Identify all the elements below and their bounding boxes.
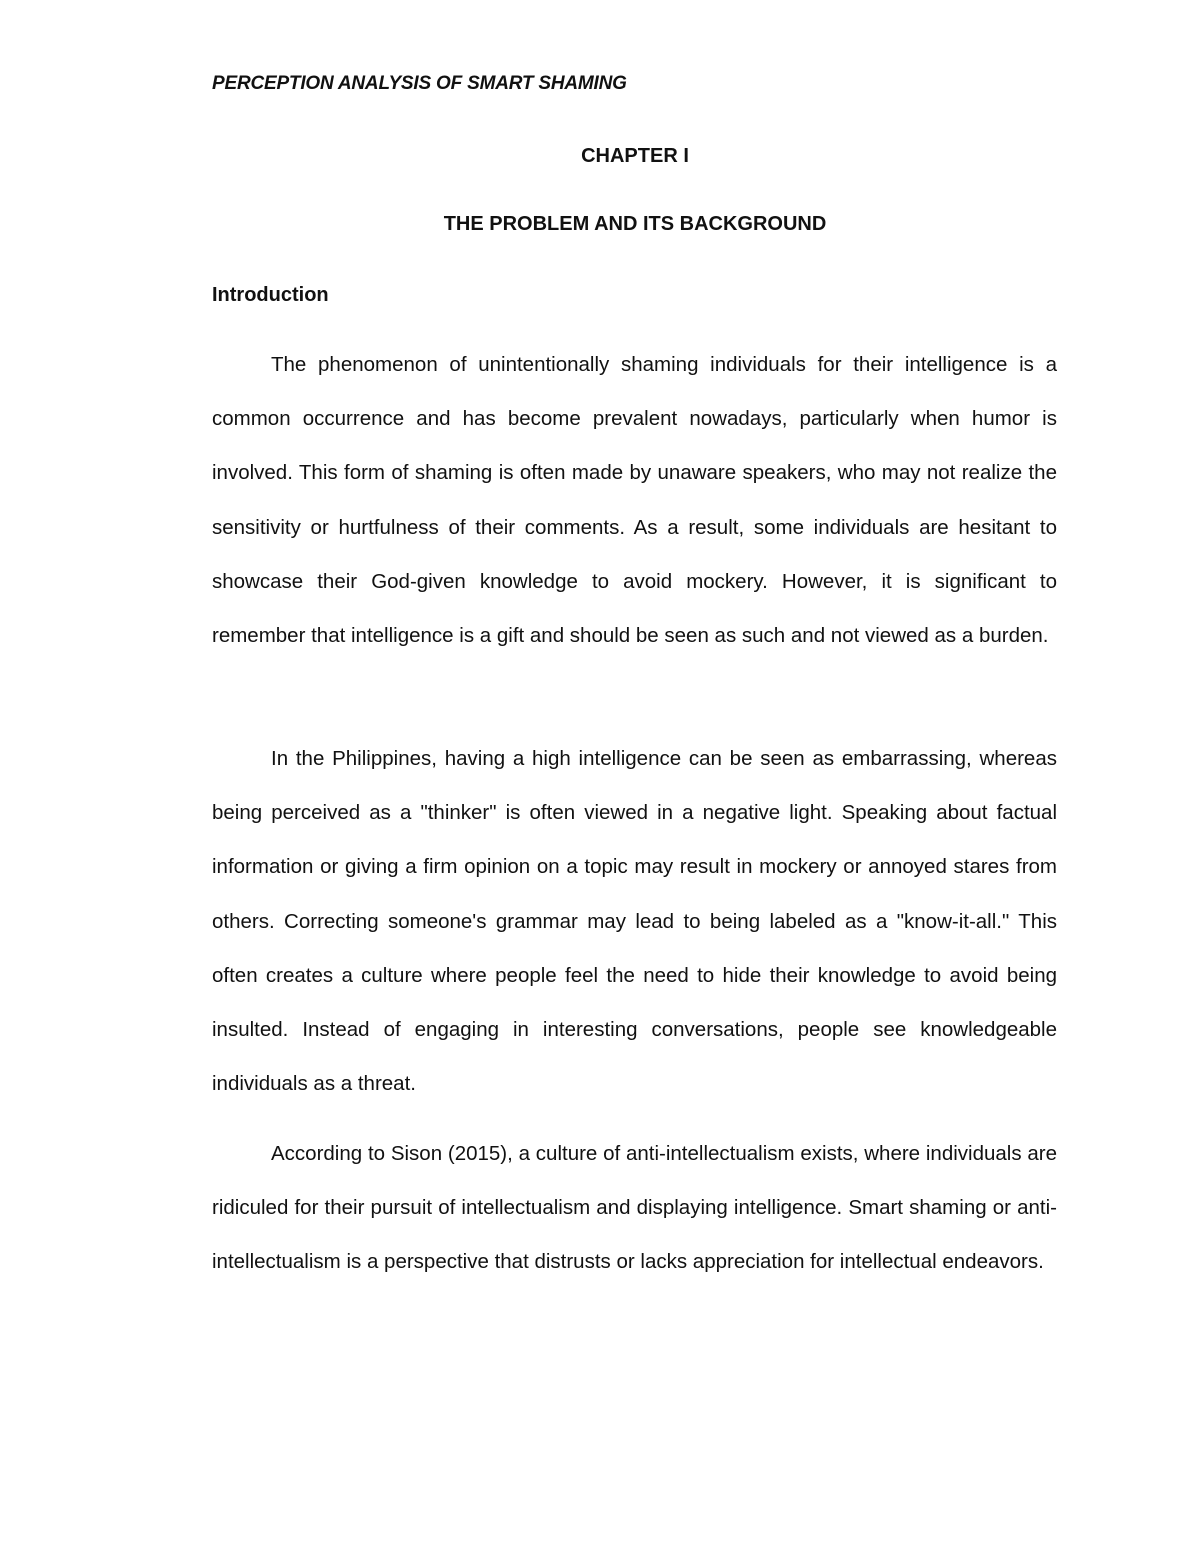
chapter-number: CHAPTER I (581, 145, 689, 167)
chapter-title: THE PROBLEM AND ITS BACKGROUND (443, 213, 827, 235)
body-paragraph: According to Sison (2015), a culture of anti-intellectualism exists, where individuals are ridiculed for their pursuit of intellectualism and displaying intelligence. Smart shaming or anti-intellectualism is a perspective that distrusts or lacks appreciation for intellectual endeavors. (212, 1142, 1057, 1274)
body-paragraph: The phenomenon of unintentionally shaming individuals for their intelligence is a common occurrence and has become prevalent nowadays, particularly when humor is involved. This form of shaming is often made by unaware speakers, who may not realize the sensitivity or hurtfulness of their comments. As a result, some individuals are hesitant to showcase their God-given knowledge to avoid mockery. However, it is significant to remember that intelligence is a gift and should be seen as such and not viewed as a burden. (212, 353, 1057, 648)
section-heading: Introduction (212, 284, 329, 306)
running-header: PERCEPTION ANALYSIS OF SMART SHAMING (212, 73, 627, 94)
body-paragraph: In the Philippines, having a high intelligence can be seen as embarrassing, whereas being perceived as a "thinker" is often viewed in a negative light. Speaking about factual information or giving a firm opinion on a topic may result in mockery or annoyed stares from others. Correcting someone's grammar may lead to being labeled as a "know-it-all." This often creates a culture where people feel the need to hide their knowledge to avoid being insulted. Instead of engaging in interesting conversations, people see knowledgeable individuals as a threat. (212, 747, 1057, 1096)
